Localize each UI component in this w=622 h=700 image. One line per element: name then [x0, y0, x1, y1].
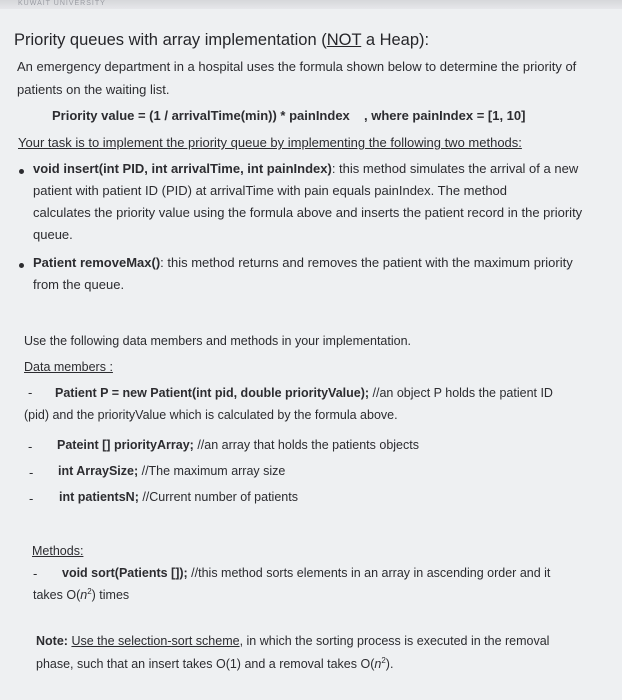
data-member-3-code: int ArraySize;	[58, 464, 139, 478]
dash-3: -	[29, 465, 34, 480]
bullet-dot-1	[19, 169, 24, 174]
data-member-1-code: Patient P = new Patient(int pid, double priorityValue);	[55, 386, 370, 400]
method-sort-code: void sort(Patients []);	[62, 566, 188, 580]
method-insert-line-2: patient with patient ID (PID) at arrivalTime with pain equals painIndex. The method	[33, 183, 508, 198]
data-member-4-comment: //Current number of patients	[138, 490, 298, 504]
method-insert-line-3: calculates the priority value using the formula above and inserts the patient record in the priority	[33, 205, 583, 220]
data-members-heading: Data members :	[24, 360, 113, 374]
sort-cont-b: ) times	[91, 588, 130, 603]
task-statement: Your task is to implement the priority queue by implementing the following two methods:	[18, 135, 522, 150]
note-line2-sup: 2	[381, 656, 386, 665]
insert-signature: void insert(int PID, int arrivalTime, int painIndex)	[33, 161, 332, 176]
note-rest: , in which the sorting process is executed in the removal	[239, 634, 550, 648]
formula-where	[364, 108, 525, 123]
note-line-1	[36, 634, 549, 648]
data-member-2-code: Pateint [] priorityArray;	[57, 438, 194, 452]
remove-desc-lead: : this method returns and removes the patient with the maximum priority	[160, 255, 573, 270]
note-line2-b: ).	[385, 657, 394, 672]
use-following: Use the following data members and methods in your implementation.	[24, 334, 412, 348]
method-insert-line-1	[33, 161, 578, 176]
data-member-4	[59, 490, 298, 504]
title-text: Priority queues with array implementation (	[14, 31, 327, 49]
title-not: NOT	[326, 31, 362, 49]
insert-desc-lead: : this method simulates the arrival of a new	[331, 161, 579, 176]
method-remove-line-2: from the queue.	[33, 277, 125, 292]
note-line-2	[36, 656, 393, 671]
sort-cont-sup: 2	[87, 587, 92, 596]
data-member-3	[58, 464, 285, 478]
bullet-dot-2	[19, 263, 24, 268]
dash-5: -	[33, 566, 38, 581]
note-link: Use the selection-sort scheme	[71, 634, 240, 648]
intro-line-1: An emergency department in a hospital uses the formula shown below to determine the priority of	[17, 59, 577, 74]
note-label: Note:	[36, 634, 68, 648]
formula-main	[52, 108, 350, 123]
data-member-1-cont: (pid) and the priorityValue which is calculated by the formula above.	[24, 408, 398, 422]
data-member-1-comment: //an object P holds the patient ID	[369, 386, 553, 400]
sort-cont-n: n	[80, 588, 88, 603]
data-member-2	[57, 438, 419, 452]
data-member-4-code: int patientsN;	[59, 490, 139, 504]
formula-where-text: , where painIndex = [1, 10]	[364, 108, 526, 123]
dash-2: -	[28, 439, 33, 454]
dash-1: -	[28, 385, 33, 400]
method-remove-line-1	[33, 255, 573, 270]
method-insert-line-4: queue.	[33, 227, 73, 242]
data-member-1	[55, 386, 553, 400]
title-after: a Heap):	[361, 31, 430, 49]
intro-line-2: patients on the waiting list.	[17, 82, 170, 97]
data-member-2-comment: //an array that holds the patients objects	[193, 438, 419, 452]
note-line2-n: n	[374, 657, 382, 672]
method-sort	[62, 566, 550, 580]
method-sort-cont	[33, 587, 129, 602]
dash-4: -	[29, 491, 34, 506]
data-member-3-comment: //The maximum array size	[138, 464, 286, 478]
formula-text: Priority value = (1 / arrivalTime(min)) * painIndex	[52, 108, 350, 123]
document-page	[0, 9, 622, 700]
watermark: KUWAIT UNIVERSITY	[18, 0, 106, 7]
methods-heading: Methods:	[32, 544, 84, 558]
note-line2-a: phase, such that an insert takes O(1) and a removal takes O(	[36, 657, 375, 672]
remove-signature: Patient removeMax()	[33, 255, 161, 270]
sort-cont-a: takes O(	[33, 588, 81, 603]
page-title	[14, 31, 429, 50]
method-sort-comment: //this method sorts elements in an array in ascending order and it	[187, 566, 551, 580]
